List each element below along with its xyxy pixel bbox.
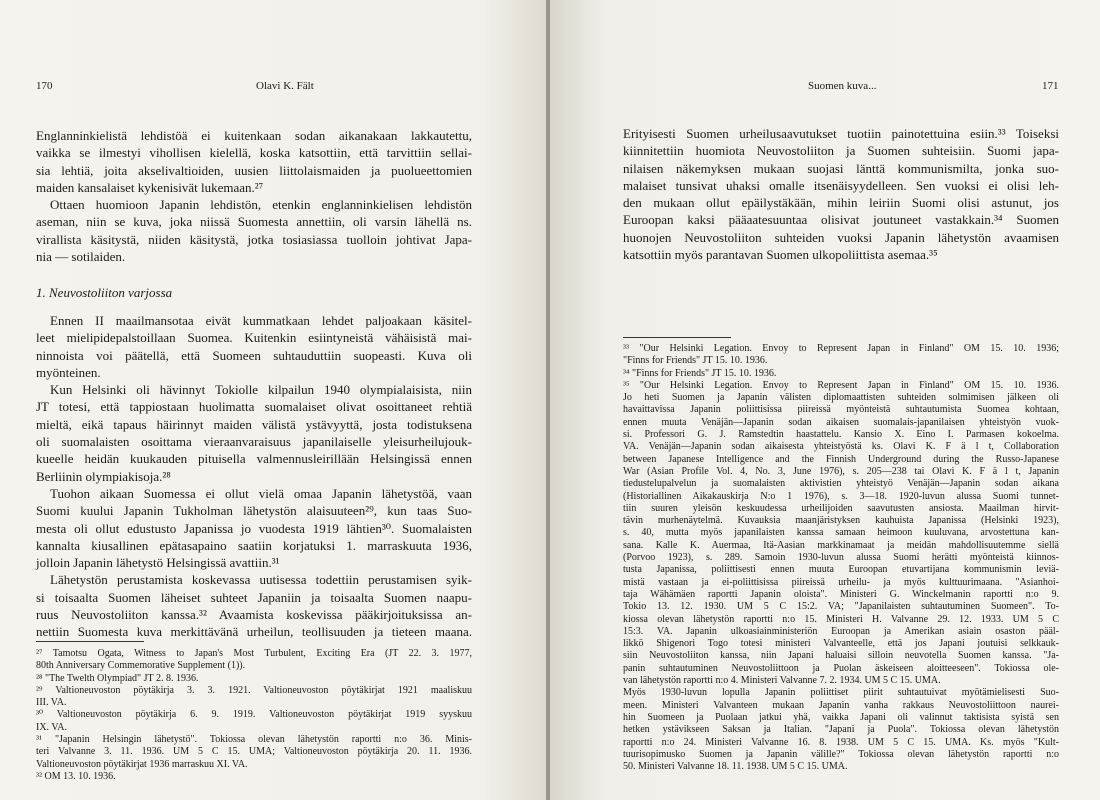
text-line: kiinnitettiin huomiota Neuvostoliiton ja Suomen suhteisiin. Suomi japa- [623,143,1059,159]
text-line: mieltä, eikä tapaus häirinnyt maiden välistä ystävyyttä, josta todistuksena [36,416,472,432]
text-line: nia — sotilaiden. [36,249,126,265]
text-line: nilaisen näkemyksen mukaan suojasi länttä kommunismilta, jonka suo- [623,160,1059,176]
intro-paragraphs [36,127,472,265]
footnote-line: Jo heti Suomen ja Japanin välisten diplomaattisten suhteiden solmimisen jälkeen oli [623,392,1059,404]
footnote-line: 50. Ministeri Valvanne 18. 11. 1938. UM 5 C 15. UMA. [623,761,848,773]
text-line: kueelle heidän kuukauden pituisella valmennusleirillään Helsingissä ennen [36,451,472,467]
right-page [550,0,1100,800]
text-line: virallista käsitystä, niiden käsitystä, jotka tosiasiassa tuolloin johtivat Japa- [36,231,472,247]
text-line: ninnoista voi päätellä, että Suomeen suhtauduttiin suopeasti. Kuva oli [36,347,472,363]
footnote-line: ennen muuta Venäjän—Japanin sodan aikaisen suomalais-japanilaisen yhteistyön vuok- [623,416,1059,428]
footnote-line: teri Valvanne 3. 11. 1936. UM 5 C 15. UMA; Valtioneuvoston pöytäkirja 20. 11. 1936. [36,746,472,758]
footnotes [36,648,472,783]
text-line: myönteinen. [36,364,101,380]
footnote-line: ³² OM 13. 10. 1936. [36,770,116,782]
text-line: oli suomalaisten osoittama vieraanvaraisuus japanilaiselle yleisurheilujouk- [36,434,472,450]
footnote-line: ²⁹ Valtioneuvoston pöytäkirja 3. 3. 1921. Valtioneuvoston pöytäkirjat 1921 maaliskuu [36,684,472,696]
text-line: malaiset tunsivat uhaksi omalle itsenäisyydelleen. Sen vuoksi ei olisi leh- [623,177,1059,193]
footnote-line: hin Suomeen ja Puolaan jatkui yhä, vaikka Japani oli valinnut taktisista syistä sen [623,711,1059,723]
footnote-line: (Porvoo 1923), s. 289. Samoin 1930-luvun alussa Suomi herätti myönteistä kiinnos- [623,552,1059,564]
footnote-line: ²⁷ Tamotsu Ogata, Witness to Japan's Most Turbulent, Exciting Era (JT 22. 3. 1977, [36,648,472,659]
footnote-line: "Finns for Friends" JT 15. 10. 1936. [623,355,768,367]
footnote-line: tiin suuren yleisön keskuudessa urheilijoiden saavutusten ansiosta. Maailman hirvit- [623,502,1059,514]
footnote-line: tävin murhenäytelmä. Kuvauksia maanjäristyksen kauhuista Japanissa (Helsinki 1923), [623,515,1059,527]
footnote-line: ³⁰ Valtioneuvoston pöytäkirja 6. 9. 1919. Valtioneuvoston pöytäkirjat 1919 syyskuu [36,709,472,721]
text-line: Kun Helsinki oli hävinnyt Tokiolle kilpailun 1940 olympialaisista, niin [50,382,472,398]
footnote-rule [623,337,731,338]
footnote-line: ³¹ "Japanin Helsingin lähetystö". Tokiossa olevan lähetystön raportti n:o 36. Minis- [36,734,472,746]
text-line: Lähetystön perustamista koskevassa uutisessa todettiin perustamisen syik- [50,572,472,588]
footnote-rule [36,641,144,642]
footnote-line: taja Wähämäen raportti Japanin oloista". Ministeri G. Winckelmanin raportti n:o 9. [623,588,1059,600]
footnotes [623,343,1059,773]
footnote-line: tusta Japanissa, poliittisesti ennen muuta Euroopan etuvartijana kommunismin leviä- [623,564,1059,576]
body-paragraphs [36,312,472,641]
text-line: ruus Neuvostoliiton kanssa.³² Avaamista koskevissa pääkirjoituksissa an- [36,607,472,623]
footnote-line: siin Neuvostoliiton kanssa, niin Japani haluaisi silloin neuvotella Suomen kanssa. "Ja- [623,650,1059,662]
text-line: leet mielipidepalstoillaan Suomea. Kuitenkin esiintyneistä vähäisistä mai- [36,330,472,346]
text-line: Suomi kuului Japanin Tukholman lähetystön alaisuuteen²⁹, kun taas Suo- [36,503,472,519]
text-line: jolloin Japanin lähetystö Helsingissä avattiin.³¹ [36,555,280,571]
text-line: Tuohon aikaan Suomessa ei ollut vielä omaa Japanin lähetystöä, vaan [50,485,472,501]
footnote-line: van lähetystön raportti n:o 4. Ministeri Valvanne 7. 2. 1934. UM 5 C 15. UMA. [623,675,941,687]
text-line: Ottaen huomioon Japanin lehdistön, etenkin englanninkielisen lehdistön [50,197,472,213]
footnote-line: Valtioneuvoston pöytäkirjat 1936 marraskuu XI. VA. [36,758,248,770]
footnote-line: likkö Shigenori Togo totesi ministeri Valvanteelle, että jos Japani joutuisi selkkauk- [623,638,1059,650]
footnote-line: between Japanese Intelligence and the Finnish Underground during the Russo-Japanese [623,453,1059,465]
footnote-line: III. VA. [36,697,67,709]
footnote-line: (Historiallinen Aikakauskirja N:o 1 1976), s. 3—18. 1920-luvun alussa Suomi tunnet- [623,490,1059,502]
text-line: katsottiin myös parantavan Suomen ulkopoliittista asemaa.³⁵ [623,247,938,263]
running-head: Suomen kuva... [808,80,877,92]
text-line: Ennen II maailmansotaa eivät kummatkaan lehdet paljoakaan käsitel- [50,313,472,328]
footnote-line: VA. Venäjän—Japanin sodan aikaisesta yhteistyöstä ks. Olavi K. F ä l t, Collaboration [623,441,1059,453]
section-heading: 1. Neuvostoliiton varjossa [36,285,173,300]
footnote-line: hetken ystävikseen Saksan ja Italian. "Japani ja Puola". Tokiossa olevan lähetystön [623,724,1059,736]
footnote-line: IX. VA. [36,721,68,733]
text-line: huonojen Neuvostoliiton suhteiden vuoksi Japanin lähetystön avaamisen [623,229,1059,245]
text-line: nettiin Suomesta kuva merkittävänä urheilun, teollisuuden ja tieteen maana. [36,624,472,640]
footnote-line: 80th Anniversary Commemorative Supplement (1)). [36,660,246,672]
footnote-line: tuurisopimusko Suomen ja Japanin välille?" Tokiossa olevan lähetystön raportti n:o [623,748,1059,760]
footnote-line: panin suhtautuminen Neuvostoliittoon ja Puolan äskeiseen aloitteeseen". Tokiossa ole- [623,662,1059,674]
footnote-line: havaittavissa Japanin poliittisissa piireissä myönteistä suhtautumista Suomea kohtaan, [623,404,1059,416]
footnote-line: raportti n:o 24. Ministeri Valvanne 16. 8. 1938. UM 5 C 15. UMA. Ks. myös "Kult- [623,736,1059,748]
text-line: Englanninkielistä lehdistöä ei kuitenkaan sodan aikanakaan lakkautettu, [36,128,472,143]
footnote-line: ³⁴ "Finns for Friends" JT 15. 10. 1936. [623,367,777,379]
footnote-line: ³⁵ "Our Helsinki Legation. Envoy to Represent Japan in Finland" OM 15. 10. 1936. [623,379,1059,391]
text-line: sia lehtiä, joita akselivaltioiden, uusien liittolaismaiden ja puolueettomien [36,162,472,178]
left-page [0,0,548,800]
footnote-line: Myös 1930-luvun lopulla Japanin poliittiset piirit suhtautuivat myötämielisesti Suo- [623,687,1059,699]
text-line: kannalta kiusallinen epätasapaino saatiin korjatuksi 1. marraskuuta 1936, [36,537,472,553]
footnote-line: tiedustelupalvelun ja suomalaisten aktivistien yhteistyö Venäjän—Japanin sodan aikana [623,478,1059,490]
footnote-line: 15:3. VA. Japanin ulkoasiainministeriön Euroopan ja Amerikan asiain osaston pääl- [623,625,1059,637]
footnote-line: si. Professori G. J. Ramstedtin haastattelu. Kansio X. Eino I. Parmasen kokoelma. [623,429,1059,441]
running-head: Olavi K. Fält [256,80,314,92]
text-line: Berliinin olympiakisoja.²⁸ [36,468,171,484]
text-line: Erityisesti Suomen urheilusaavutukset tuotiin painotettuina esiin.³³ Toiseksi [623,126,1059,141]
footnote-line: kiossa olevan lähetystön raportti n:o 15. Ministeri H. Valvanne 29. 12. 1933. UM 5 C [623,613,1059,625]
body-paragraphs [623,125,1059,263]
footnote-line: mistä vastaan ja ei-poliittisissa piireissä urheilu- ja myös kulttuurimaana. "Asianhoi- [623,576,1059,588]
footnote-line: s. 40, mutta myös japanilaisten kanssa samaan heimoon kuuluvana, arvostettuna kan- [623,527,1059,539]
text-line: JT totesi, että tappiostaan huolimatta suomalaiset olivat osoittaneet rehtiä [36,399,472,415]
text-line: maiden kansalaiset kykenisivät lukemaan.²⁷ [36,179,264,195]
page-number: 170 [36,80,53,92]
footnote-line: Tokio 13. 12. 1930. UM 5 C 15:2. VA; "Japanilaisten suhtautuminen Suomeen". To- [623,601,1059,613]
footnote-line: meen. Ministeri Valvanteen mukaan Japanin vanha rakkaus Neuvostoliittoon naurei- [623,699,1059,711]
text-line: den mukaan ollut epäilystäkään, mihin leiriin Suomi olisi astunut, jos [623,195,1059,211]
page-number: 171 [1042,80,1059,92]
footnote-line: sana. Kalle K. Auermaa, Itä-Aasian markkinamaat ja meidän mahdollisuutemme siellä [623,539,1059,551]
footnote-line: War (Asian Profile Vol. 4, No. 3, June 1976), s. 205—238 tai Olavi K. F ä l t, Japanin [623,465,1059,477]
footnote-line: ²⁸ "The Twelth Olympiad" JT 2. 8. 1936. [36,672,199,684]
text-line: mesta oli ollut edustusto Japanissa jo vuodesta 1919 lähtien³⁰. Suomalaisten [36,520,472,536]
text-line: Euroopan kaksi pääaatesuuntaa olisivat joutuneet vastakkain.³⁴ Suomen [623,212,1059,228]
footnote-line: ³³ "Our Helsinki Legation. Envoy to Represent Japan in Finland" OM 15. 10. 1936; [623,343,1059,354]
text-line: vaikka se ilmestyi vihollisen kielellä, koska katsottiin, että tarvittiin sellai- [36,145,472,161]
text-line: aseman, niin se kuva, joka niissä Suomesta annettiin, oli varsin lähellä ns. [36,214,472,230]
text-line: si toisaalta Suomen läheiset suhteet Japaniin ja toisaalta Suomen naapu- [36,589,472,605]
